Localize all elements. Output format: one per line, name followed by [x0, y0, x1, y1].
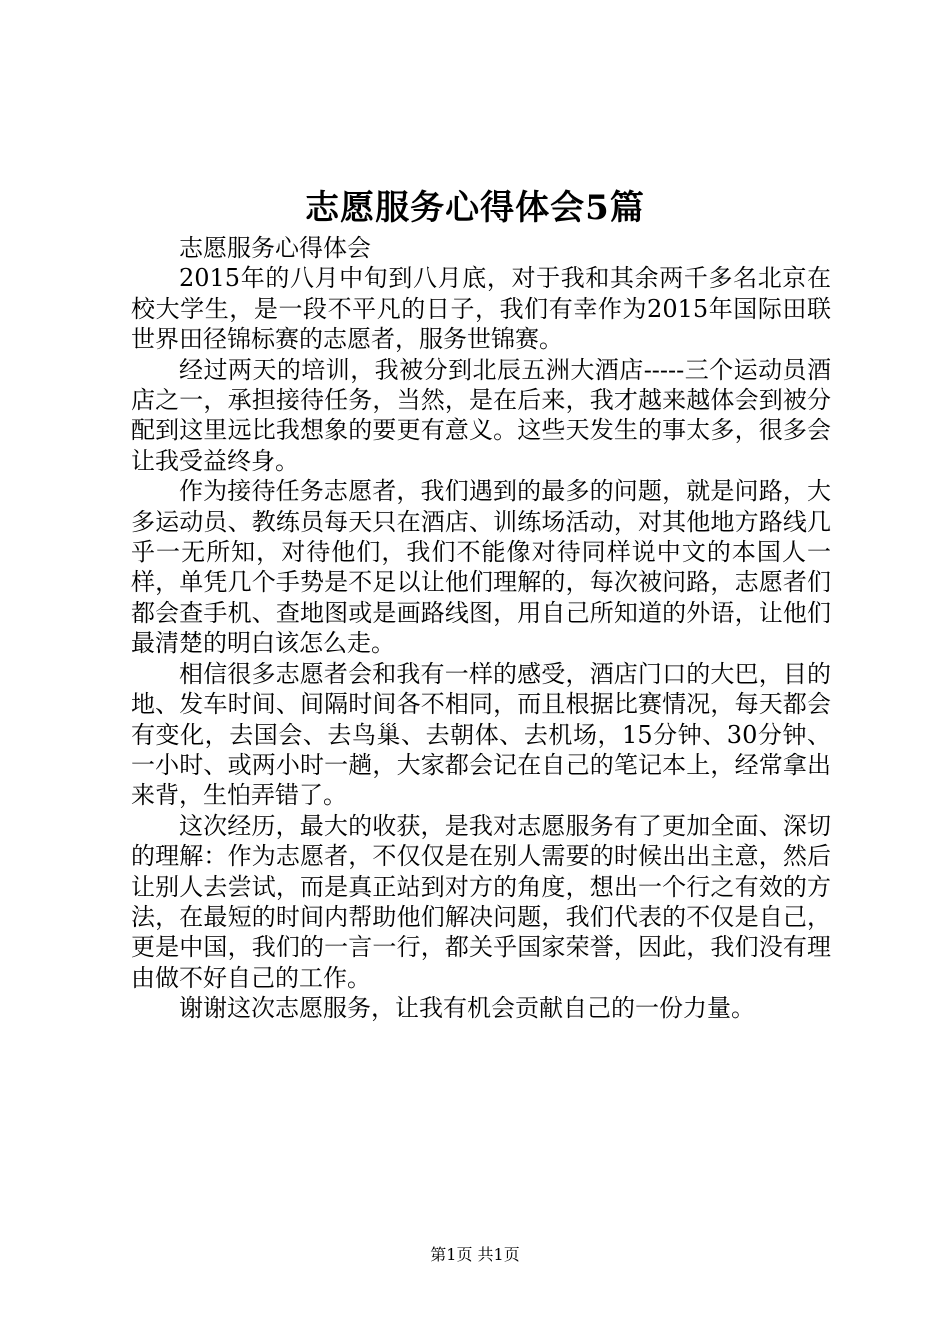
- document-title: 志愿服务心得体会5篇: [305, 188, 645, 228]
- paragraph: 相信很多志愿者会和我有一样的感受，酒店门口的大巴，目的地、发车时间、间隔时间各不相同，而且根据比赛情况，每天都会有变化，去国会、去鸟巢、去朝体、去机场，15分钟、30分钟、一小时、或两小时一趟，大家都会记在自己的笔记本上，经常拿出来背，生怕弄错了。: [131, 659, 831, 810]
- page-footer: 第1页 共1页: [430, 1245, 520, 1264]
- paragraph-subtitle: 志愿服务心得体会: [179, 234, 371, 262]
- paragraph: 作为接待任务志愿者，我们遇到的最多的问题，就是问路，大多运动员、教练员每天只在酒店、训练场活动，对其他地方路线几乎一无所知，对待他们，我们不能像对待同样说中文的本国人一样，单凭几个手势是不足以让他们理解的，每次被问路，志愿者们都会查手机、查地图或是画路线图，用自己所知道的外语，让他们最清楚的明白该怎么走。: [131, 477, 831, 658]
- document-body: [131, 233, 831, 1024]
- paragraph: 2015年的八月中旬到八月底，对于我和其余两千多名北京在校大学生，是一段不平凡的日子，我们有幸作为2015年国际田联世界田径锦标赛的志愿者，服务世锦赛。: [131, 264, 831, 354]
- paragraph: 经过两天的培训，我被分到北辰五洲大酒店-----三个运动员酒店之一，承担接待任务，当然，是在后来，我才越来越体会到被分配到这里远比我想象的要更有意义。这些天发生的事太多，很多会让我受益终身。: [131, 355, 831, 475]
- paragraph: 谢谢这次志愿服务，让我有机会贡献自己的一份力量。: [179, 994, 755, 1023]
- paragraph: 这次经历，最大的收获，是我对志愿服务有了更加全面、深切的理解：作为志愿者，不仅仅是在别人需要的时候出出主意，然后让别人去尝试，而是真正站到对方的角度，想出一个行之有效的方法，在最短的时间内帮助他们解决问题，我们代表的不仅是自己，更是中国，我们的一言一行，都关乎国家荣誉，因此，我们没有理由做不好自己的工作。: [131, 811, 831, 992]
